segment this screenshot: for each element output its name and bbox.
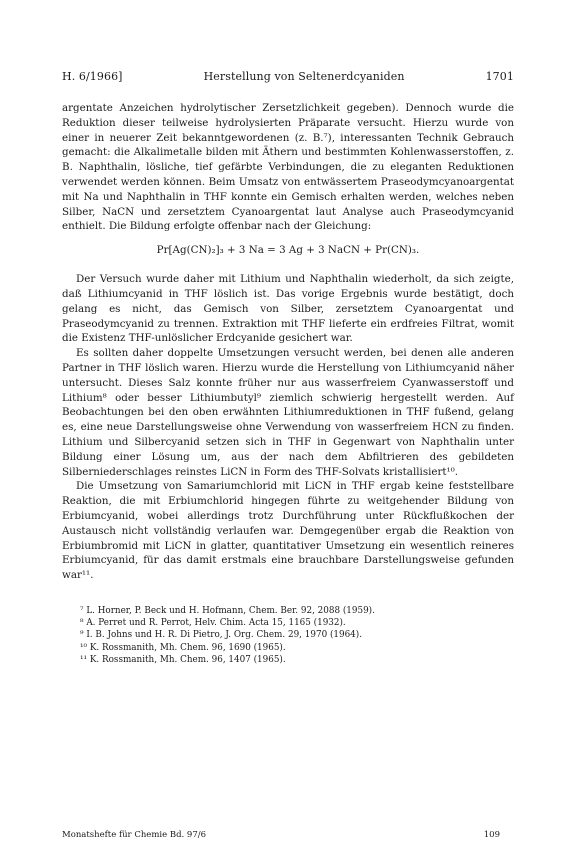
header-title: Herstellung von Seltenerdcyaniden	[203, 70, 405, 83]
paragraph-2: Der Versuch wurde daher mit Lithium und Naphthalin wiederholt, da sich zeigte, daß Lithiumcyanid in THF löslich ist. Das vorige Ergebnis wurde bestätigt, doch gelang es nicht, das Gemisch von Silber, zersetztem Cyanoargentat und Praseodymcyanid zu trennen. Extraktion mit THF lieferte ein erdfreies Filtrat, womit die Existenz THF-unlöslicher Erdcyanide gesichert war.	[62, 273, 514, 345]
running-header	[62, 70, 514, 83]
paragraph-4: Die Umsetzung von Samariumchlorid mit LiCN in THF ergab keine feststellbare Reaktion, die mit Erbiumchlorid hingegen führte zu weitgehender Bildung von Erbiumcyanid, wobei allerdings trotz Durchführung unter Rückflußkochen der Austausch nicht vollständig verlaufen war. Demgegenüber ergab die Reaktion von Erbiumbromid mit LiCN in glatter, quantitativer Umsetzung ein wesentlich reineres Erbiumcyanid, für das damit erstmals eine brauchbare Darstellungsweise gefunden war¹¹.	[62, 480, 514, 582]
footnote-9: ⁹ I. B. Johns und H. R. Di Pietro, J. Org. Chem. 29, 1970 (1964).	[80, 630, 363, 641]
paragraph-3: Es sollten daher doppelte Umsetzungen versucht werden, bei denen alle anderen Partner in THF löslich waren. Hierzu wurde die Herstellung von Lithiumcyanid näher untersucht. Dieses Salz konnte früher nur aus wasserfreiem Cyanwasserstoff und Lithium⁸ oder besser Lithiumbutyl⁹ ziemlich schwierig hergestellt werden. Auf Beobachtungen bei den oben erwähnten Lithiumreduktionen in THF fußend, gelang es, eine neue Darstellungsweise ohne Verwendung von wasserfreiem HCN zu finden. Lithium und Silbercyanid setzen sich in THF in Gegenwart von Naphthalin unter Bildung einer Lösung um, aus der nach dem Abfiltrieren des gebildeten Silberniederschlages reinstes LiCN in Form des THF-Solvats kristallisiert¹⁰.	[62, 347, 514, 478]
footer-page-number: 109	[483, 830, 500, 840]
footnote-8: ⁸ A. Perret und R. Perrot, Helv. Chim. Acta 15, 1165 (1932).	[80, 618, 346, 629]
page-footer	[62, 830, 514, 840]
page	[62, 70, 514, 666]
body-text	[62, 101, 514, 583]
footnote-7: ⁷ L. Horner, P. Beck und H. Hofmann, Chem. Ber. 92, 2088 (1959).	[80, 605, 375, 616]
journal-reference: Monatshefte für Chemie Bd. 97/6	[62, 830, 207, 840]
paragraph-1: argentate Anzeichen hydrolytischer Zersetzlichkeit gegeben). Dennoch wurde die Reduktion dieser teilweise hydrolysierten Präparate versucht. Hierzu wurde von einer in neuerer Zeit bekanntgewordenen (z. B.⁷), interessanten Technik Gebrauch gemacht: die Alkalimetalle bilden mit Äthern und bestimmten Kohlenwasserstoffen, z. B. Naphthalin, lösliche, tief gefärbte Verbindungen, die zu eleganten Reduktionen verwendet werden können. Beim Umsatz von entwässertem Praseodymcyanoargentat mit Na und Naphthalin in THF konnte ein Gemisch erhalten werden, welches neben Silber, NaCN und zersetztem Cyanoargentat laut Analyse auch Praseodymcyanid enthielt. Die Bildung erfolgte offenbar nach der Gleichung:	[62, 102, 514, 233]
equation: Pr[Ag(CN)₂]₃ + 3 Na = 3 Ag + 3 NaCN + Pr(CN)₃.	[156, 244, 420, 257]
header-issue: H. 6/1966]	[62, 70, 123, 83]
footnotes	[62, 605, 514, 666]
header-page-number: 1701	[485, 70, 514, 83]
footnote-11: ¹¹ K. Rossmanith, Mh. Chem. 96, 1407 (1965).	[80, 654, 286, 665]
footnote-10: ¹⁰ K. Rossmanith, Mh. Chem. 96, 1690 (1965).	[80, 642, 286, 653]
